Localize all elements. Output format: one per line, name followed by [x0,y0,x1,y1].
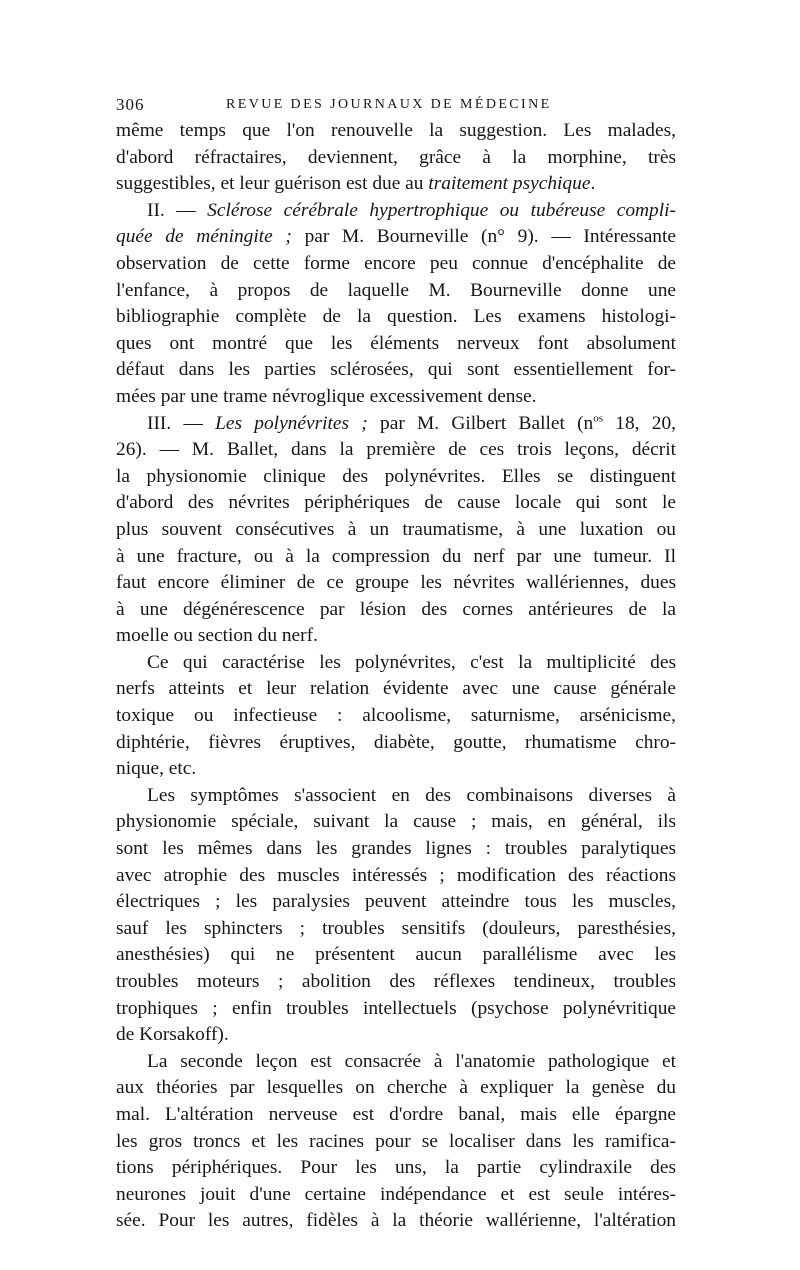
text-segment: d'abord réfractaires, deviennent, grâce à la morphine, très [116,146,676,168]
text-line [116,357,676,384]
text-segment: par M. Bourneville (n° 9). — Intéressante [291,226,676,248]
body-text [116,118,676,1235]
text-line [116,1022,676,1049]
text-segment: physionomie spéciale, suivant la cause ; mais, en général, ils [116,811,676,833]
text-segment: tions périphériques. Pour les uns, la partie cylindraxile des [116,1157,676,1179]
text-line [116,783,676,810]
text-line [116,544,676,571]
text-segment: l'enfance, à propos de laquelle M. Bourneville donne une [116,279,676,301]
text-line [116,1155,676,1182]
text-line [116,1129,676,1156]
text-segment: d'abord des névrites périphériques de cause locale qui sont le [116,492,676,514]
text-line [116,863,676,890]
text-line [116,836,676,863]
text-line [116,464,676,491]
text-line [116,224,676,251]
text-line [116,1102,676,1129]
text-segment: troubles moteurs ; abolition des réflexes tendineux, troubles [116,971,676,992]
text-segment: à une fracture, ou à la compression du nerf par une tumeur. Il [116,545,676,567]
text-segment: faut encore éliminer de ce groupe les névrites wallériennes, dues [116,572,676,594]
page-number: 306 [116,95,145,114]
text-segment: La seconde leçon est consacrée à l'anatomie pathologique et [147,1050,676,1072]
text-segment: observation de cette forme encore peu connue d'encéphalite de [116,252,676,274]
text-line [116,118,676,145]
text-segment: 26). — M. Ballet, dans la première de ces trois leçons, décrit [116,439,676,461]
text-segment: la physionomie clinique des polynévrites. Elles se distinguent [116,465,676,487]
text-line [116,1208,676,1235]
text-segment: les gros troncs et les racines pour se localiser dans les ramifica- [116,1130,676,1152]
text-segment: nerfs atteints et leur relation évidente avec une cause générale [116,678,676,700]
text-segment: suggestibles, et leur guérison est due au [116,173,429,195]
text-segment: anesthésies) qui ne présentent aucun parallélisme avec les [116,944,676,966]
text-line [116,916,676,943]
text-line [116,1182,676,1209]
text-line [116,145,676,172]
text-line [116,1049,676,1076]
text-segment: mal. L'altération nerveuse est d'ordre banal, mais elle épargne [116,1103,676,1125]
text-segment: Ce qui caractérise les polynévrites, c'est la multiplicité des [147,651,676,673]
text-line [116,676,676,703]
text-segment: 18, 20, [603,412,676,434]
text-line [116,331,676,358]
text-segment: défaut dans les parties sclérosées, qui sont essentiellement for- [116,359,676,381]
text-line [116,996,676,1023]
text-segment: sée. Pour les autres, fidèles à la théorie wallérienne, l'altération [116,1210,676,1232]
text-line [116,171,676,198]
text-segment: toxique ou infectieuse : alcoolisme, saturnisme, arsénicisme, [116,705,676,727]
text-line [116,703,676,730]
text-segment: moelle ou section du nerf. [116,625,318,647]
text-line [116,623,676,650]
text-segment: avec atrophie des muscles intéressés ; modification des réactions [116,864,676,886]
text-segment: à une dégénérescence par lésion des cornes antérieures de la [116,598,676,620]
text-segment: ques ont montré que les éléments nerveux font absolument [116,332,676,354]
text-segment: sont les mêmes dans les grandes lignes : troubles paralytiques [116,838,676,860]
text-segment: bibliographie complète de la question. Les examens histologi- [116,306,676,328]
text-segment: diphtérie, fièvres éruptives, diabète, goutte, rhumatisme chro- [116,731,676,753]
text-line [116,570,676,597]
text-line [116,809,676,836]
italic-text: traitement psychique [428,173,591,195]
text-line [116,942,676,969]
text-segment: sauf les sphincters ; troubles sensitifs (douleurs, paresthésies, [116,917,676,939]
text-segment: par M. Gilbert Ballet (n [367,412,594,434]
text-line [116,597,676,624]
running-title: REVUE DES JOURNAUX DE MÉDECINE [226,97,552,112]
text-segment: électriques ; les paralysies peuvent atteindre tous les muscles, [116,891,676,913]
text-line [116,517,676,544]
text-line [116,889,676,916]
text-line [116,278,676,305]
italic-text: Les polynévrites ; [215,412,368,434]
text-segment: Les symptômes s'associent en des combinaisons diverses à [147,784,676,806]
superscript-text: os [593,412,604,425]
text-line [116,198,676,225]
text-segment: même temps que l'on renouvelle la suggestion. Les malades, [116,120,676,141]
text-segment: III. — [147,412,216,434]
text-segment: . [590,173,596,195]
italic-text: quée de méningite ; [116,226,292,248]
text-line [116,304,676,331]
text-segment: neurones jouit d'une certaine indépendance et est seule intéres- [116,1183,676,1205]
text-line [116,411,676,438]
text-segment: II. — [147,199,208,221]
text-line [116,730,676,757]
text-segment: de Korsakoff). [116,1024,229,1046]
text-line [116,490,676,517]
text-line [116,251,676,278]
text-line [116,384,676,411]
text-line [116,437,676,464]
text-line [116,756,676,783]
text-segment: trophiques ; enfin troubles intellectuels (psychose polynévritique [116,997,676,1019]
text-segment: mées par une trame névroglique excessivement dense. [116,385,537,407]
text-segment: nique, etc. [116,758,197,780]
text-line [116,969,676,996]
text-line [116,1075,676,1102]
text-line [116,650,676,677]
text-segment: plus souvent consécutives à un traumatisme, à une luxation ou [116,518,676,540]
text-segment: aux théories par lesquelles on cherche à expliquer la genèse du [116,1077,676,1099]
italic-text: Sclérose cérébrale hypertrophique ou tubéreuse compli- [207,199,676,221]
running-head [116,92,676,118]
